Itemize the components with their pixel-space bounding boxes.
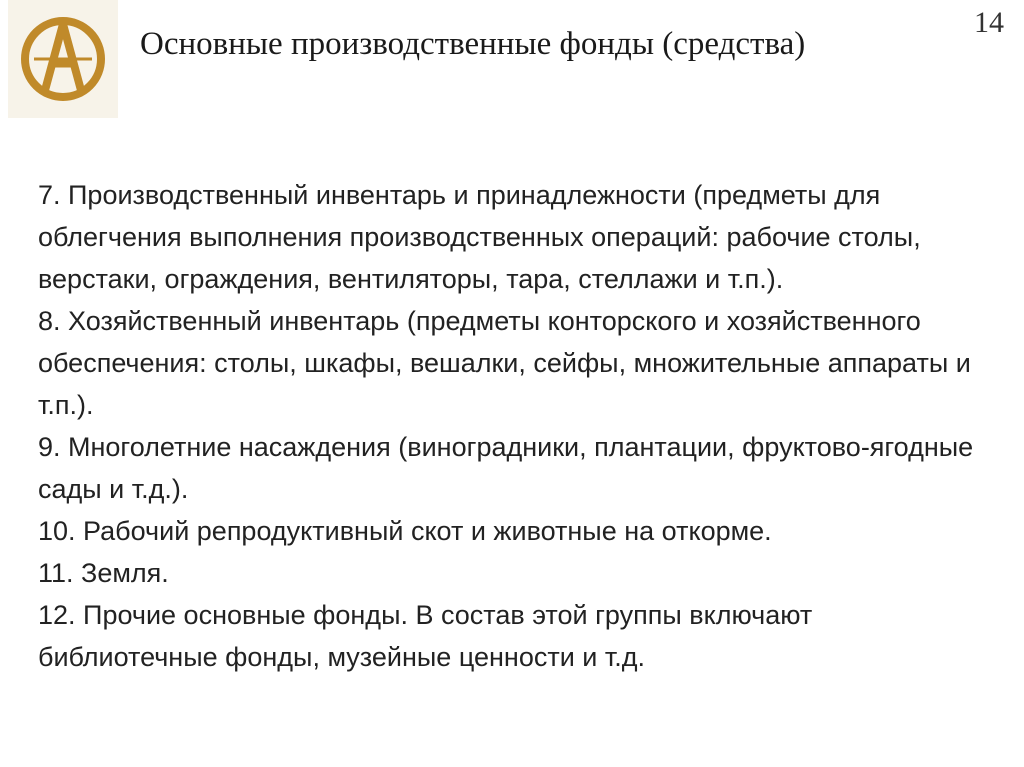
- slide-content: [38, 174, 998, 678]
- page-number: 14: [974, 6, 1004, 39]
- company-logo-icon: [14, 6, 112, 112]
- logo: [8, 0, 118, 118]
- list-item: 10. Рабочий репродуктивный скот и животные на откорме.: [38, 516, 772, 546]
- list-item: 11. Земля.: [38, 558, 169, 588]
- page-title: Основные производственные фонды (средства): [140, 26, 806, 62]
- list-item: 8. Хозяйственный инвентарь (предметы конторского и хозяйственного обеспечения: столы, шкафы, вешалки, сейфы, множительные аппараты и т.п.).: [38, 306, 971, 420]
- list-item: 12. Прочие основные фонды. В состав этой группы включают библиотечные фонды, музейные ценности и т.д.: [38, 600, 813, 672]
- list-item: 9. Многолетние насаждения (виноградники, плантации, фруктово-ягодные сады и т.д.).: [38, 432, 974, 504]
- list-item: 7. Производственный инвентарь и принадлежности (предметы для облегчения выполнения производственных операций: рабочие столы, верстаки, ограждения, вентиляторы, тара, стеллажи и т.п.).: [38, 180, 921, 294]
